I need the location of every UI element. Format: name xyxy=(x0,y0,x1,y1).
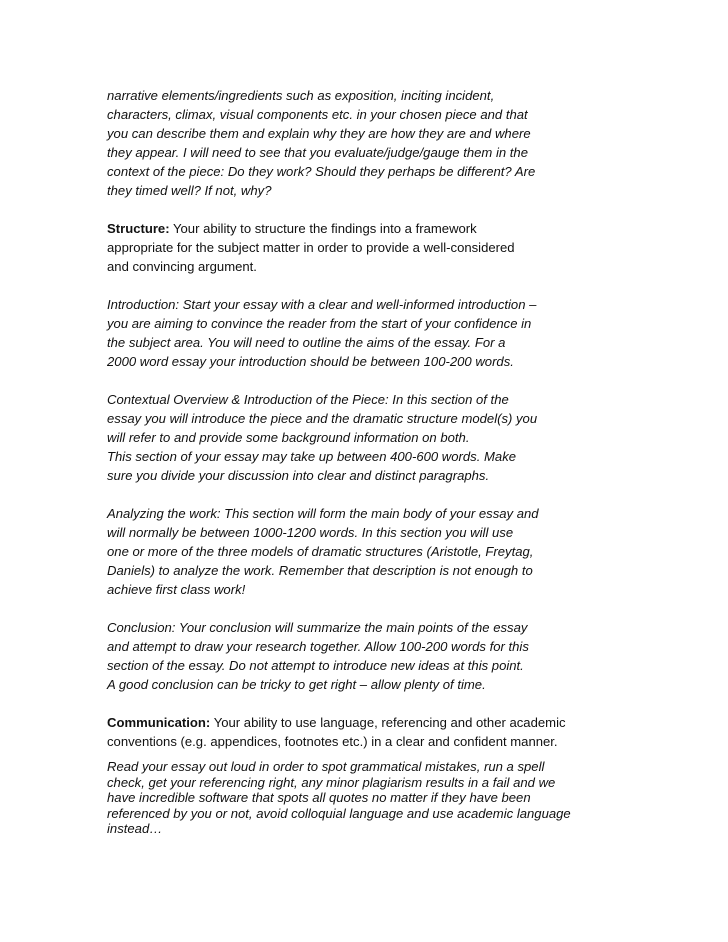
paragraph-analyzing-work xyxy=(107,504,619,599)
structure-intro-text: Your ability to structure the findings into a framework xyxy=(169,221,477,236)
text-line: Read your essay out loud in order to spot grammatical mistakes, run a spell xyxy=(107,759,545,774)
text-line: context of the piece: Do they work? Should they perhaps be different? Are xyxy=(107,164,536,179)
text-line: This section of your essay may take up between 400-600 words. Make xyxy=(107,449,517,464)
structure-heading: Structure: xyxy=(107,221,170,236)
text-line: 2000 word essay your introduction should be between 100-200 words. xyxy=(107,354,514,369)
document-page xyxy=(107,86,619,837)
text-line: you can describe them and explain why they are how they are and where xyxy=(107,126,531,141)
text-line: they timed well? If not, why? xyxy=(107,183,272,198)
paragraph-read-aloud xyxy=(107,759,619,837)
text-line: instead… xyxy=(107,821,163,836)
text-line: and convincing argument. xyxy=(107,259,257,274)
text-line: sure you divide your discussion into clear and distinct paragraphs. xyxy=(107,468,490,483)
text-line: appropriate for the subject matter in order to provide a well-considered xyxy=(107,240,515,255)
text-line: you are aiming to convince the reader from the start of your confidence in xyxy=(107,316,532,331)
text-line: section of the essay. Do not attempt to introduce new ideas at this point. xyxy=(107,658,524,673)
text-line xyxy=(107,219,619,238)
text-line: narrative elements/ingredients such as exposition, inciting incident, xyxy=(107,88,495,103)
paragraph-contextual-overview xyxy=(107,390,619,485)
text-line: and attempt to draw your research together. Allow 100-200 words for this xyxy=(107,639,529,654)
text-line: Daniels) to analyze the work. Remember that description is not enough to xyxy=(107,563,533,578)
text-line: will refer to and provide some background information on both. xyxy=(107,430,470,445)
communication-intro-text: Your ability to use language, referencing and other academic xyxy=(210,715,566,730)
text-line: characters, climax, visual components etc. in your chosen piece and that xyxy=(107,107,528,122)
text-line: Contextual Overview & Introduction of the Piece: In this section of the xyxy=(107,392,509,407)
text-line: Analyzing the work: This section will form the main body of your essay and xyxy=(107,506,539,521)
text-line: Introduction: Start your essay with a clear and well-informed introduction – xyxy=(107,297,537,312)
text-line: conventions (e.g. appendices, footnotes etc.) in a clear and confident manner. xyxy=(107,734,558,749)
paragraph-conclusion xyxy=(107,618,619,694)
text-line: A good conclusion can be tricky to get right – allow plenty of time. xyxy=(107,677,486,692)
paragraph-narrative-elements xyxy=(107,86,619,200)
text-line: will normally be between 1000-1200 words. In this section you will use xyxy=(107,525,514,540)
text-line: Conclusion: Your conclusion will summarize the main points of the essay xyxy=(107,620,528,635)
paragraph-communication xyxy=(107,713,619,751)
text-line: check, get your referencing right, any minor plagiarism results in a fail and we xyxy=(107,774,556,790)
text-line: the subject area. You will need to outline the aims of the essay. For a xyxy=(107,335,506,350)
text-line: achieve first class work! xyxy=(107,582,246,597)
text-line: one or more of the three models of dramatic structures (Aristotle, Freytag, xyxy=(107,544,534,559)
communication-heading: Communication: xyxy=(107,715,211,730)
text-line: they appear. I will need to see that you evaluate/judge/gauge them in the xyxy=(107,145,528,160)
text-line xyxy=(107,713,619,732)
paragraph-structure xyxy=(107,219,619,276)
text-line: essay you will introduce the piece and the dramatic structure model(s) you xyxy=(107,411,538,426)
text-line: referenced by you or not, avoid colloquial language and use academic language xyxy=(107,805,571,821)
paragraph-introduction xyxy=(107,295,619,371)
text-line: have incredible software that spots all quotes no matter if they have been xyxy=(107,790,531,805)
